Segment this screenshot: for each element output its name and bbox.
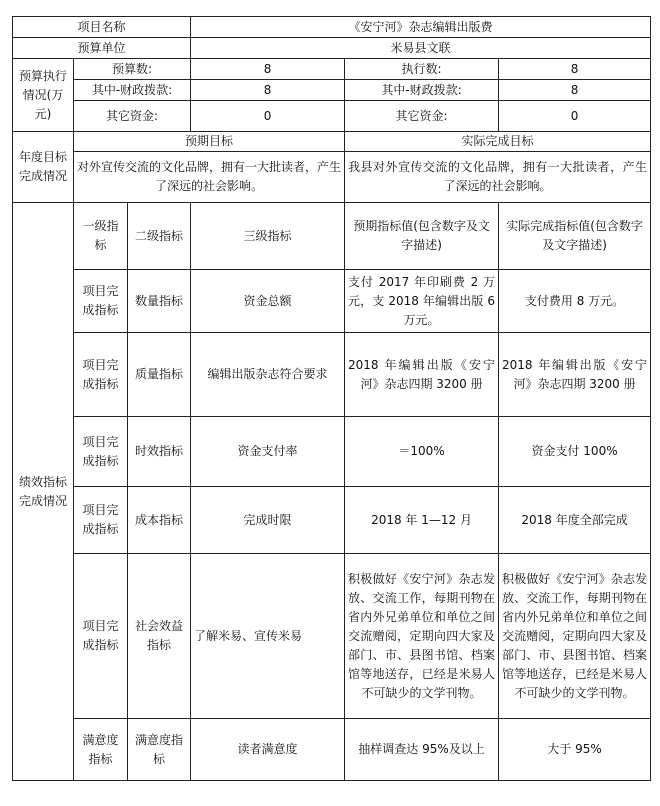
indicator-level2: 质量指标 — [128, 333, 191, 417]
indicator-actual: 大于 95% — [499, 719, 651, 781]
indicator-expected: 积极做好《安宁河》杂志发放、交流工作，每期刊物在省内外兄弟单位和单位之间交流赠阅，定期向四大家及部门、市、县图书馆、档案馆等地送存，已经是米易人不可缺少的文学刊物。 — [345, 554, 499, 719]
budget-amount-row — [13, 59, 651, 80]
annual-expected-text: 对外宣传交流的文化品牌，拥有一大批读者，产生了深远的社会影响。 — [74, 152, 345, 203]
col-level1-header: 一级指标 — [74, 203, 128, 270]
other-funds-value: 0 — [191, 101, 345, 132]
indicator-level3: 资金总额 — [191, 270, 345, 333]
performance-table — [12, 16, 651, 781]
col-actual-header: 实际完成指标值(包含数字及文字描述) — [499, 203, 651, 270]
annual-label: 年度目标完成情况 — [13, 132, 74, 203]
project-name-value: 《安宁河》杂志编辑出版费 — [191, 17, 651, 38]
indicator-expected: 2018 年编辑出版《安宁河》杂志四期 3200 册 — [345, 333, 499, 417]
col-expected-header: 预期指标值(包含数字及文字描述) — [345, 203, 499, 270]
annual-actual-header: 实际完成目标 — [345, 132, 651, 152]
indicator-level3: 资金支付率 — [191, 417, 345, 487]
budget-value: 8 — [191, 59, 345, 80]
indicator-level3: 了解米易、宣传米易 — [191, 554, 345, 719]
indicator-header-row — [13, 203, 651, 270]
indicator-level1: 项目完成指标 — [74, 487, 128, 554]
indicator-level1: 项目完成指标 — [74, 333, 128, 417]
indicator-actual: 支付费用 8 万元。 — [499, 270, 651, 333]
other-funds-row — [13, 101, 651, 132]
indicator-expected: 2018 年 1—12 月 — [345, 487, 499, 554]
performance-label: 绩效指标完成情况 — [13, 203, 74, 781]
table-row — [13, 719, 651, 781]
fiscal-executed-label: 其中-财政拨款: — [345, 80, 499, 101]
annual-content-row — [13, 152, 651, 203]
indicator-level1: 满意度指标 — [74, 719, 128, 781]
budget-unit-label: 预算单位 — [13, 38, 191, 59]
indicator-level3: 编辑出版杂志符合要求 — [191, 333, 345, 417]
indicator-actual: 2018 年编辑出版《安宁河》杂志四期 3200 册 — [499, 333, 651, 417]
table-row — [13, 270, 651, 333]
indicator-level2: 满意度指标 — [128, 719, 191, 781]
indicator-level2: 数量指标 — [128, 270, 191, 333]
indicator-level2: 社会效益指标 — [128, 554, 191, 719]
indicator-level1: 项目完成指标 — [74, 554, 128, 719]
budget-unit-row — [13, 38, 651, 59]
executed-value: 8 — [499, 59, 651, 80]
budget-label: 预算数: — [74, 59, 191, 80]
table-row — [13, 554, 651, 719]
indicator-actual: 资金支付 100% — [499, 417, 651, 487]
annual-actual-text: 我县对外宣传交流的文化品牌，拥有一大批读者，产生了深远的社会影响。 — [345, 152, 651, 203]
other-funds-executed-value: 0 — [499, 101, 651, 132]
annual-expected-header: 预期目标 — [74, 132, 345, 152]
annual-header-row — [13, 132, 651, 152]
indicator-expected: ＝100% — [345, 417, 499, 487]
fiscal-label: 其中-财政拨款: — [74, 80, 191, 101]
indicator-actual: 积极做好《安宁河》杂志发放、交流工作，每期刊物在省内外兄弟单位和单位之间交流赠阅，定期向四大家及部门、市、县图书馆、档案馆等地送存，已经是米易人不可缺少的文学刊物。 — [499, 554, 651, 719]
indicator-level1: 项目完成指标 — [74, 270, 128, 333]
indicator-level1: 项目完成指标 — [74, 417, 128, 487]
table-row — [13, 333, 651, 417]
col-level3-header: 三级指标 — [191, 203, 345, 270]
indicator-expected: 抽样调查达 95%及以上 — [345, 719, 499, 781]
other-funds-label: 其它资金: — [74, 101, 191, 132]
fiscal-row — [13, 80, 651, 101]
budget-unit-value: 米易县文联 — [191, 38, 651, 59]
indicator-expected: 支付 2017 年印刷费 2 万元，支 2018 年编辑出版 6 万元。 — [345, 270, 499, 333]
table-row — [13, 417, 651, 487]
project-name-label: 项目名称 — [13, 17, 191, 38]
project-name-row — [13, 17, 651, 38]
execution-label: 预算执行情况(万元) — [13, 59, 74, 132]
indicator-actual: 2018 年度全部完成 — [499, 487, 651, 554]
other-funds-executed-label: 其它资金: — [345, 101, 499, 132]
fiscal-executed-value: 8 — [499, 80, 651, 101]
executed-label: 执行数: — [345, 59, 499, 80]
indicator-level3: 读者满意度 — [191, 719, 345, 781]
table-row — [13, 487, 651, 554]
col-level2-header: 二级指标 — [128, 203, 191, 270]
indicator-level3: 完成时限 — [191, 487, 345, 554]
indicator-level2: 成本指标 — [128, 487, 191, 554]
indicator-level2: 时效指标 — [128, 417, 191, 487]
fiscal-value: 8 — [191, 80, 345, 101]
